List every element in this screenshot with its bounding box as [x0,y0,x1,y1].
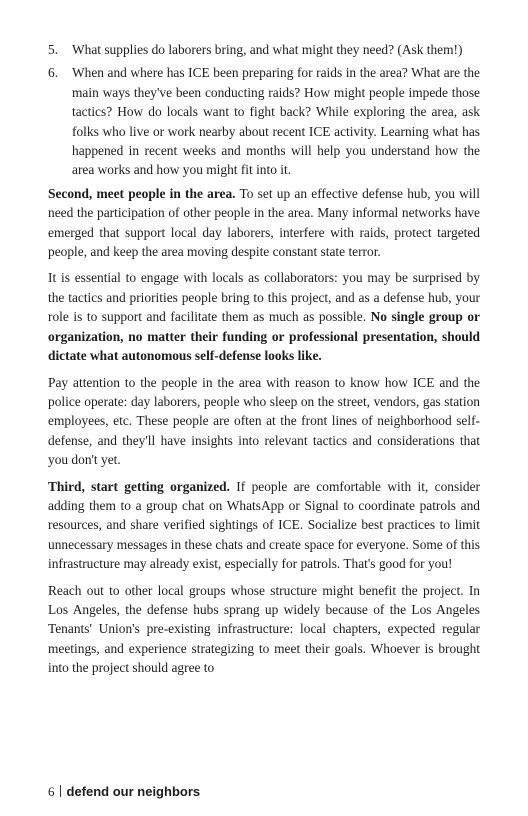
paragraph-pay-attention [48,373,480,470]
paragraph-text: To set up an effective defense hub, you will need the participation of other people in the area. Many informal networks have emerged that support local day laborers, interfere with raids, protect targeted people, and keep the area moving despite constant state terror. [48,185,480,260]
paragraph-text: It is essential to engage with locals as collaborators: you may be surprised by the tactics and priorities people bring to this project, and as a defense hub, your role is to support and facilitate them as much as possible. [48,270,480,325]
paragraph-lead: Third, start getting organized. [48,478,230,494]
paragraph-lead: Second, meet people in the area. [48,185,236,201]
page-footer [48,784,200,800]
body-text [48,40,480,685]
paragraph-collaborators [48,268,480,365]
paragraph-text: If people are comfortable with it, consider adding them to a group chat on WhatsApp or Signal to coordinate patrols and resources, and share verified sightings of ICE. Socialize best practices to limit unnecessary messages in these chats and create space for everyone. Some of this infrastructure may already exist, especially for patrols. That's good for you! [48,478,480,572]
footer-divider [60,785,61,797]
list-item [48,63,480,179]
list-number: 5. [48,42,59,57]
paragraph-meet-people [48,184,480,262]
paragraph-reach-out [48,581,480,678]
paragraph-emphasis: No single group or organization, no matter their funding or professional presentation, should dictate what autonomous self-defense looks like. [48,309,480,364]
list-number: 6. [48,65,59,81]
paragraph-text: Reach out to other local groups whose structure might benefit the project. In Los Angeles, the defense hubs sprang up widely because of the Los Angeles Tenants' Union's pre-existing infrastructure: local chapters, expected regular meetings, and experience strategizing to meet their goals. Whoever is brought into the project should agree to [48,582,480,676]
paragraph-text: Pay attention to the people in the area with reason to know how ICE and the police operate: day laborers, people who sleep on the street, vendors, gas station employees, etc. These people are often at the front lines of neighborhood self-defense, and they'll have insights into relevant tactics and considerations that you don't yet. [48,374,480,468]
list-text: When and where has ICE been preparing for raids in the area? What are the main ways they've been conducting raids? How might people impede those tactics? How do locals want to fight back? While exploring the area, ask folks who live or work nearby about recent ICE activity. Learning what has happened in recent weeks and months will help you understand how the area works and how you might fit into it. [72,65,480,178]
question-list [48,40,480,180]
list-item [48,40,480,59]
footer-title: defend our neighbors [66,784,201,799]
page-number: 6 [48,784,55,799]
paragraph-get-organized [48,477,480,574]
list-text: What supplies do laborers bring, and what might they need? (Ask them!) [72,42,463,57]
